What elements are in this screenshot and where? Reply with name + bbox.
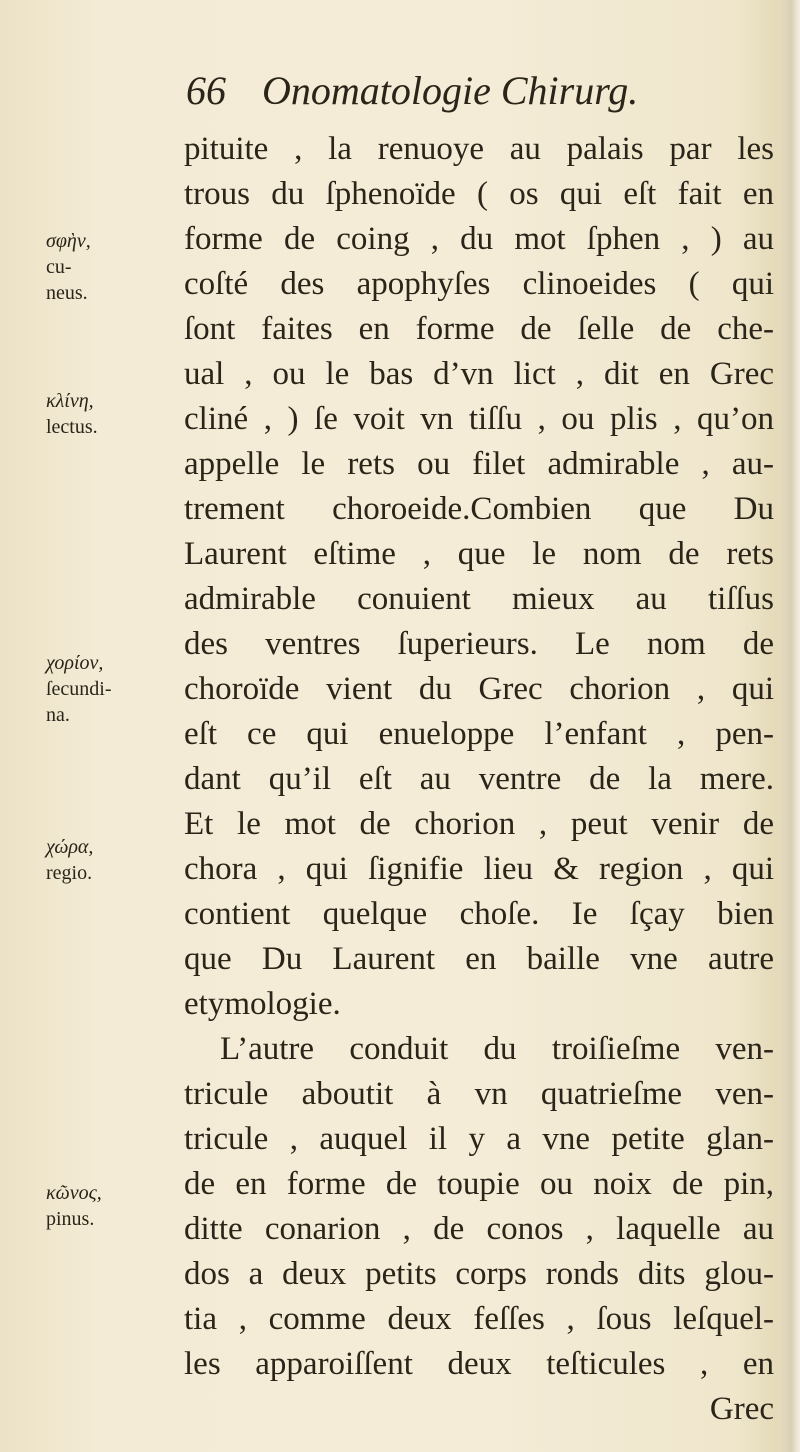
catchword: Grec (709, 1391, 774, 1427)
margin-note-latin: pinus. (46, 1208, 95, 1230)
text-line: ual , ou le bas d’vn lict , dit en Grec (184, 356, 774, 392)
text-line: coſté des apophyſes clinoeides ( qui (184, 266, 774, 302)
text-line: L’autre conduit du troiſieſme ven- (220, 1031, 774, 1067)
margin-note-lectus (46, 388, 176, 440)
text-line: chora , qui ſignifie lieu & region , qui (184, 851, 774, 887)
text-line: les apparoiſſent deux teſticules , en (184, 1346, 774, 1382)
text-line: de en forme de toupie ou noix de pin, (184, 1166, 774, 1202)
margin-note-greek: χώρα, (46, 836, 94, 858)
margin-note-greek: κῶνος, (46, 1182, 102, 1204)
margin-note-secundina (46, 650, 176, 728)
text-line: contient quelque choſe. Ie ſçay bien (184, 896, 774, 932)
text-line: ditte conarion , de conos , laquelle au (184, 1211, 774, 1247)
margin-note-latin: neus. (46, 282, 88, 304)
text-line: tia , comme deux feſſes , ſous leſquel- (184, 1301, 774, 1337)
text-line: des ventres ſuperieurs. Le nom de (184, 626, 774, 662)
text-line: ſont faites en forme de ſelle de che- (184, 311, 774, 347)
page-number: 66 (186, 68, 226, 113)
running-header (186, 66, 726, 116)
text-line: trous du ſphenoïde ( os qui eſt fait en (184, 176, 774, 212)
text-line: cliné , ) ſe voit vn tiſſu , ou plis , qu’on (184, 401, 774, 437)
margin-note-greek: σφὴν, (46, 230, 91, 252)
margin-note-latin: ſecundi- (46, 678, 112, 700)
text-line: Laurent eſtime , que le nom de rets (184, 536, 774, 572)
text-line: etymologie. (184, 986, 341, 1022)
text-line: tricule , auquel il y a vne petite glan- (184, 1121, 774, 1157)
text-line: que Du Laurent en baille vne autre (184, 941, 774, 977)
text-line: Et le mot de chorion , peut venir de (184, 806, 774, 842)
text-line: appelle le rets ou filet admirable , au- (184, 446, 774, 482)
page-edge-shadow (778, 0, 800, 1452)
margin-note-latin: lectus. (46, 416, 98, 438)
text-line: dant qu’il eſt au ventre de la mere. (184, 761, 774, 797)
margin-note-latin: regio. (46, 862, 93, 884)
text-line: choroïde vient du Grec chorion , qui (184, 671, 774, 707)
text-line: trement choroeide.Combien que Du (184, 491, 774, 527)
text-line: pituite , la renuoye au palais par les (184, 131, 774, 167)
margin-note-pinus (46, 1180, 176, 1232)
running-title: Onomatologie Chirurg. (262, 68, 639, 113)
text-line: forme de coing , du mot ſphen , ) au (184, 221, 774, 257)
text-line: tricule aboutit à vn quatrieſme ven- (184, 1076, 774, 1112)
margin-note-regio (46, 834, 176, 886)
margin-note-latin: na. (46, 704, 70, 726)
text-line: admirable conuient mieux au tiſſus (184, 581, 774, 617)
margin-note-latin: cu- (46, 256, 72, 278)
margin-note-cuneus (46, 228, 176, 306)
text-line: eſt ce qui enueloppe l’enfant , pen- (184, 716, 774, 752)
text-line: dos a deux petits corps ronds dits glou- (184, 1256, 774, 1292)
margin-note-greek: κλίνη, (46, 390, 94, 412)
margin-note-greek: χορίον, (46, 652, 104, 674)
